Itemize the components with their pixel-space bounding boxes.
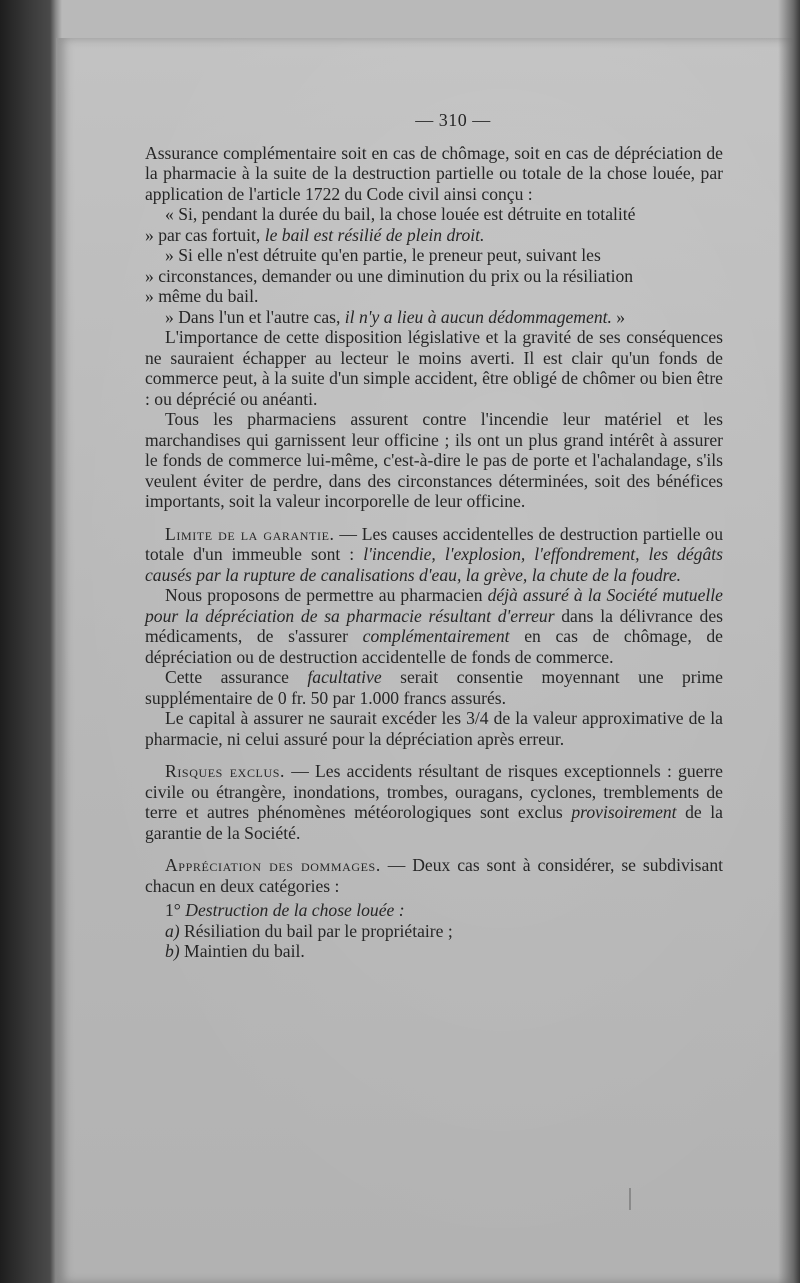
quote-line-2 <box>145 225 723 246</box>
list-letter: a) <box>165 920 180 941</box>
page-number: — 310 — <box>415 110 491 130</box>
section-italic: l'incendie, l'explosion, l'effondrement, les dégâts causés par la rupture de canalisations d'eau, la grève, la chute de la foudre. <box>145 544 723 585</box>
quote-line-4: » circonstances, demander ou une diminution du prix ou la résiliation <box>145 265 634 286</box>
list-item-b <box>145 941 723 962</box>
section-text: — Deux cas sont à considérer, se subdivisant chacun en deux catégories : <box>145 855 724 896</box>
list-letter: b) <box>165 941 180 961</box>
list-number: 1° <box>165 900 186 920</box>
paragraph-pharmaciens: Tous les pharmaciens assurent contre l'incendie leur matériel et les marchandises qui garnissent leur officine ; ils ont un plus grand intérêt à assurer le fonds de commerce lui-même, c'est-à-dire le pas de porte et l'achalandage, s'ils veulent éviter de perdre, dans des circonstances déterminées, soit des bénéfices importants, soit la valeur incorporelle de leur officine. <box>145 409 723 511</box>
list-text: Maintien du bail. <box>179 941 305 961</box>
quote-line-6 <box>145 307 723 328</box>
page-text <box>145 110 723 962</box>
quote-italic: il n'y a lieu à aucun dédommagement. <box>344 306 612 327</box>
scan-mark <box>629 1188 631 1210</box>
section-limite <box>145 524 723 586</box>
section-heading: Appréciation des dommages. <box>165 855 381 875</box>
italic-run: complémentairement <box>362 626 510 646</box>
paragraph-capital: Le capital à assurer ne saurait excéder les 3/4 de la valeur approximative de la pharmacie, ni celui assuré pour la dépréciation après erreur. <box>145 708 723 749</box>
section-italic: provisoirement <box>571 802 677 822</box>
quote-text: » <box>611 306 626 327</box>
section-heading: Risques exclus. <box>165 761 286 781</box>
italic-run: déjà assuré à la Société mutuelle pour la dépréciation de sa pharmacie résultant d'erreur <box>145 585 723 626</box>
quote-line-5: » même du bail. <box>145 286 259 306</box>
text-run: en cas de chômage, de dépréciation ou de destruction accidentelle de fonds de commerce. <box>145 626 723 667</box>
quote-italic: le bail est résilié de plein droit. <box>264 224 485 245</box>
italic-run: facultative <box>307 667 382 687</box>
list-item-a <box>145 921 723 942</box>
quote-text: » par cas fortuit, <box>145 224 265 245</box>
text-run: serait consentie moyennant une prime supplémentaire de 0 fr. 50 par 1.000 francs assurés. <box>145 667 723 708</box>
paragraph-facultative <box>145 667 723 708</box>
list-item-1 <box>145 900 723 921</box>
quote-text: » Dans l'un et l'autre cas, <box>165 306 345 327</box>
section-text: de la garantie de la Société. <box>145 802 723 843</box>
paragraph-proposons <box>145 585 723 667</box>
list-italic: Destruction de la chose louée : <box>185 900 405 920</box>
text-run: Cette assurance <box>165 667 308 687</box>
section-text: — Les causes accidentelles de destruction partielle ou totale d'un immeuble sont : <box>145 523 723 564</box>
text-run: Nous proposons de permettre au pharmacien <box>165 585 488 605</box>
section-text: — Les accidents résultant de risques exceptionnels : guerre civile ou étrangère, inondations, trombes, ouragans, cyclones, tremblements de terre et autres phénomènes météorologiques sont exclus <box>145 761 723 822</box>
list-text: Résiliation du bail par le propriétaire ; <box>179 920 453 941</box>
section-heading: Limite de la garantie. <box>165 523 335 544</box>
section-appreciation <box>145 855 723 896</box>
page-gutter-shadow <box>778 0 800 1283</box>
quote-line-3: » Si elle n'est détruite qu'en partie, le preneur peut, suivant les <box>165 245 601 265</box>
quote-line-1: « Si, pendant la durée du bail, la chose louée est détruite en totalité <box>165 204 636 224</box>
text-run: dans la délivrance des médicaments, de s'assurer <box>145 605 723 646</box>
paragraph-importance: L'importance de cette disposition législative et la gravité de ses conséquences ne sauraient échapper au lecteur le moins averti. Il est clair qu'un fonds de commerce peut, à la suite d'un simple accident, être obligé de chômer ou bien être : ou déprécié ou anéanti. <box>145 327 723 409</box>
paragraph-intro: Assurance complémentaire soit en cas de chômage, soit en cas de dépréciation de la pharmacie à la suite de la destruction partielle ou totale de la chose louée, par application de l'article 1722 du Code civil ainsi conçu : <box>145 142 723 204</box>
section-risques <box>145 761 723 843</box>
